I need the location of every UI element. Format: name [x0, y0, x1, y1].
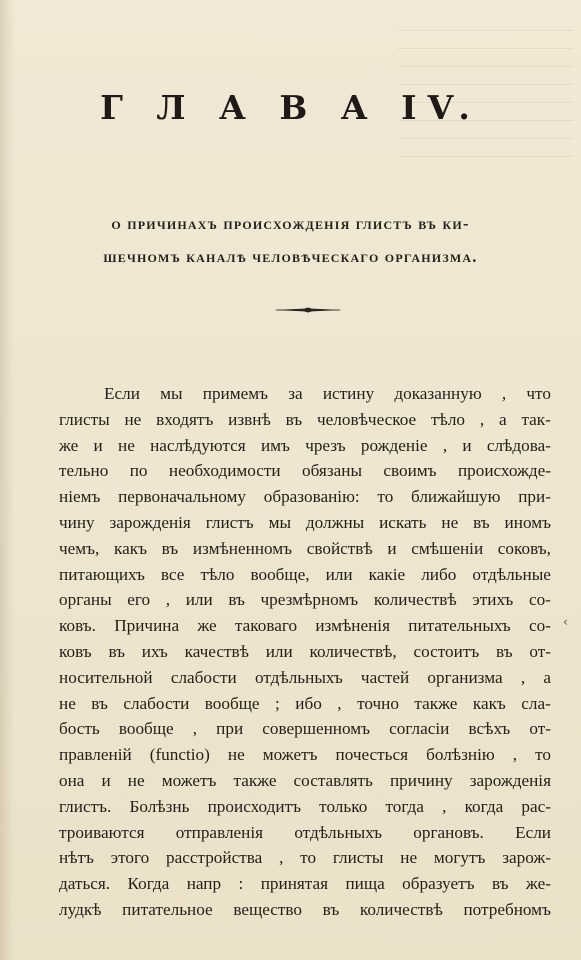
- word: чрезъ: [305, 435, 346, 455]
- text-line: [59, 639, 551, 665]
- subtitle-line-2: шечномъ каналѣ человѣческаго организма.: [103, 247, 478, 266]
- word: ,: [165, 590, 171, 610]
- word: таковаго: [234, 616, 298, 636]
- word: Причина: [114, 616, 180, 636]
- word: по: [129, 461, 148, 481]
- text-line: [59, 871, 551, 897]
- word: тѣло: [431, 409, 466, 429]
- word: правленій: [59, 745, 132, 765]
- word: ,: [192, 719, 198, 739]
- word: въ: [161, 538, 179, 558]
- word: не: [118, 435, 135, 455]
- word: Если: [515, 822, 551, 842]
- word: слабости: [170, 667, 237, 687]
- text-line: [59, 484, 551, 510]
- word: глисты: [59, 409, 110, 429]
- word: необходимости: [168, 461, 281, 481]
- word: этихъ: [472, 590, 514, 610]
- word: входятъ: [156, 409, 214, 429]
- word: количествѣ: [359, 899, 443, 919]
- word: тогда: [385, 796, 424, 816]
- word: ,: [501, 384, 507, 403]
- word: то: [300, 848, 317, 868]
- word: также: [233, 770, 277, 790]
- text-line: [59, 716, 551, 742]
- word: извнѣ: [228, 409, 271, 429]
- word: ,: [442, 435, 448, 455]
- word: расстройства: [166, 848, 263, 868]
- word: так-: [521, 409, 551, 429]
- text-line: [59, 691, 551, 717]
- word: болѣзнію: [426, 745, 495, 765]
- word: происхожде-: [457, 461, 551, 481]
- word: органы: [59, 590, 112, 610]
- word: и: [101, 770, 111, 790]
- word: количествѣ: [373, 590, 457, 610]
- word: истину: [322, 384, 375, 403]
- word: совершенномъ: [262, 719, 371, 739]
- word: какъ: [114, 538, 147, 558]
- word: въ: [228, 590, 245, 610]
- word: образуетъ: [402, 874, 475, 894]
- word: причину: [389, 770, 453, 790]
- word: органовъ.: [413, 822, 484, 842]
- word: качествѣ: [184, 641, 249, 661]
- word: мы: [160, 384, 183, 403]
- chapter-subtitle: [0, 207, 581, 273]
- word: ибо: [295, 693, 322, 713]
- word: ,: [512, 745, 518, 765]
- word: какъ: [472, 693, 506, 713]
- word: то: [377, 487, 394, 507]
- word: напр: [186, 874, 222, 894]
- word: когда: [464, 796, 504, 816]
- word: Если: [104, 384, 140, 403]
- word: должны: [305, 512, 365, 532]
- text-line: [59, 407, 551, 433]
- word: глисты: [332, 848, 384, 868]
- word: въ: [91, 693, 108, 713]
- margin-mark: ‹: [563, 615, 569, 630]
- word: Болѣзнь: [129, 796, 190, 816]
- word: примемъ: [202, 384, 269, 403]
- word: сла-: [521, 693, 551, 713]
- word: также: [414, 693, 458, 713]
- word: же: [59, 435, 79, 455]
- word: же: [197, 616, 217, 636]
- word: питающихъ: [59, 564, 145, 584]
- word: ,: [279, 848, 284, 868]
- word: происходитъ: [207, 796, 301, 816]
- word: не: [124, 409, 142, 429]
- word: от-: [529, 719, 551, 739]
- word: слѣдова-: [486, 435, 551, 455]
- word: наслѣдуются: [150, 435, 246, 455]
- word: имъ: [260, 435, 290, 455]
- word: троиваются: [59, 822, 145, 842]
- text-line: [59, 510, 551, 536]
- word: этого: [110, 848, 150, 868]
- word: пища: [345, 874, 385, 894]
- text-line: [59, 768, 551, 794]
- text-line: [59, 458, 551, 484]
- word: только: [319, 796, 368, 816]
- word: или: [325, 564, 353, 584]
- word: Когда: [127, 874, 170, 894]
- text-line: [59, 381, 551, 407]
- word: вообще: [204, 693, 260, 713]
- word: ихъ: [141, 641, 168, 661]
- word: она: [59, 770, 85, 790]
- word: или: [185, 590, 213, 610]
- word: соковъ,: [497, 538, 551, 558]
- word: вещество: [233, 899, 302, 919]
- word: все: [160, 564, 185, 584]
- ornament-rule-icon: [274, 307, 342, 313]
- word: глистъ: [205, 512, 254, 532]
- word: составлять: [293, 770, 373, 790]
- word: отдѣльные: [472, 564, 551, 584]
- word: не: [400, 848, 418, 868]
- word: питательное: [122, 899, 213, 919]
- word: измѣненномъ: [192, 538, 293, 558]
- word: тельно: [59, 461, 109, 481]
- word: слабости: [123, 693, 190, 713]
- text-line: [59, 613, 551, 639]
- word: бость: [59, 719, 100, 739]
- word: при-: [518, 487, 551, 507]
- word: организма: [427, 667, 503, 687]
- word: при: [216, 719, 244, 739]
- word: согласіи: [389, 719, 450, 739]
- word: зарожденія: [469, 770, 551, 790]
- word: :: [238, 874, 244, 894]
- word: принятая: [260, 874, 329, 894]
- word: либо: [421, 564, 457, 584]
- word: въ: [473, 512, 490, 532]
- word: обязаны: [302, 461, 362, 481]
- word: ,: [520, 667, 526, 687]
- word: то: [535, 745, 551, 765]
- word: вообще,: [250, 564, 310, 584]
- word: ближайшую: [411, 487, 501, 507]
- word: человѣческое: [317, 409, 417, 429]
- text-line: [59, 587, 551, 613]
- word: какіе: [368, 564, 406, 584]
- body-text: [59, 381, 551, 923]
- word: измѣненія: [315, 616, 390, 636]
- word: чрезмѣрномъ: [260, 590, 359, 610]
- word: рожденіе: [360, 435, 428, 455]
- subtitle-line-1: о причинахъ происхожденія глистъ въ ки-: [111, 214, 470, 233]
- word: въ: [108, 641, 126, 661]
- word: а: [498, 409, 507, 429]
- text-line: [59, 897, 551, 923]
- word: от-: [529, 641, 551, 661]
- word: лудкѣ: [59, 899, 102, 919]
- word: чину: [59, 512, 95, 532]
- word: первоначальному: [118, 487, 247, 507]
- word: ковъ: [59, 641, 92, 661]
- word: носительной: [59, 667, 153, 687]
- word: ніемъ: [59, 487, 101, 507]
- word: нѣтъ: [59, 848, 94, 868]
- word: вообще: [118, 719, 174, 739]
- word: образованію:: [263, 487, 360, 507]
- word: отдѣльныхъ: [254, 667, 343, 687]
- word: можетъ: [161, 770, 217, 790]
- word: а: [543, 667, 551, 687]
- word: потребномъ: [463, 899, 551, 919]
- word: въ: [496, 641, 513, 661]
- word: зарож-: [502, 848, 551, 868]
- word: и: [93, 435, 103, 455]
- word: всѣхъ: [468, 719, 511, 739]
- word: отдѣльныхъ: [294, 822, 383, 842]
- word: количествѣ,: [309, 641, 397, 661]
- word: даться.: [59, 874, 111, 894]
- word: свойствѣ: [306, 538, 373, 558]
- word: не: [127, 770, 145, 790]
- word: своимъ: [383, 461, 437, 481]
- word: не: [227, 745, 245, 765]
- text-line: [59, 536, 551, 562]
- word: въ: [322, 899, 340, 919]
- word: состоитъ: [413, 641, 480, 661]
- word: же-: [525, 874, 551, 894]
- word: или: [265, 641, 293, 661]
- word: точно: [357, 693, 399, 713]
- word: чемъ,: [59, 538, 100, 558]
- word: и: [387, 538, 397, 558]
- word: со-: [528, 590, 551, 610]
- word: искать: [379, 512, 427, 532]
- word: и: [462, 435, 472, 455]
- text-line: [59, 433, 551, 459]
- text-line: [59, 562, 551, 588]
- word: въ: [285, 409, 303, 429]
- word: что: [526, 384, 551, 403]
- text-line: [59, 820, 551, 846]
- word: тѣло: [200, 564, 235, 584]
- word: его: [127, 590, 151, 610]
- word: доказанную: [394, 384, 482, 403]
- text-line: [59, 665, 551, 691]
- word: частей: [360, 667, 410, 687]
- word: питательныхъ: [408, 616, 511, 636]
- word: за: [288, 384, 303, 403]
- word: могутъ: [433, 848, 486, 868]
- word: ,: [479, 409, 485, 429]
- word: иномъ: [504, 512, 551, 532]
- word: зарожденія: [109, 512, 191, 532]
- text-line: [59, 845, 551, 871]
- text-line: [59, 742, 551, 768]
- word: ;: [275, 693, 280, 713]
- word: не: [59, 693, 76, 713]
- word: ковъ.: [59, 616, 96, 636]
- word: отправленія: [175, 822, 264, 842]
- word: (functio): [149, 745, 210, 765]
- chapter-heading: Г Л А В А IV.: [100, 88, 481, 127]
- word: глистъ.: [59, 796, 112, 816]
- word: ,: [337, 693, 342, 713]
- word: со-: [528, 616, 551, 636]
- word: въ: [491, 874, 509, 894]
- word: смѣшеніи: [411, 538, 484, 558]
- word: почесться: [335, 745, 409, 765]
- word: не: [441, 512, 459, 532]
- word: ,: [442, 796, 447, 816]
- word: можетъ: [262, 745, 318, 765]
- text-line: [59, 794, 551, 820]
- word: рас-: [521, 796, 551, 816]
- word: мы: [268, 512, 291, 532]
